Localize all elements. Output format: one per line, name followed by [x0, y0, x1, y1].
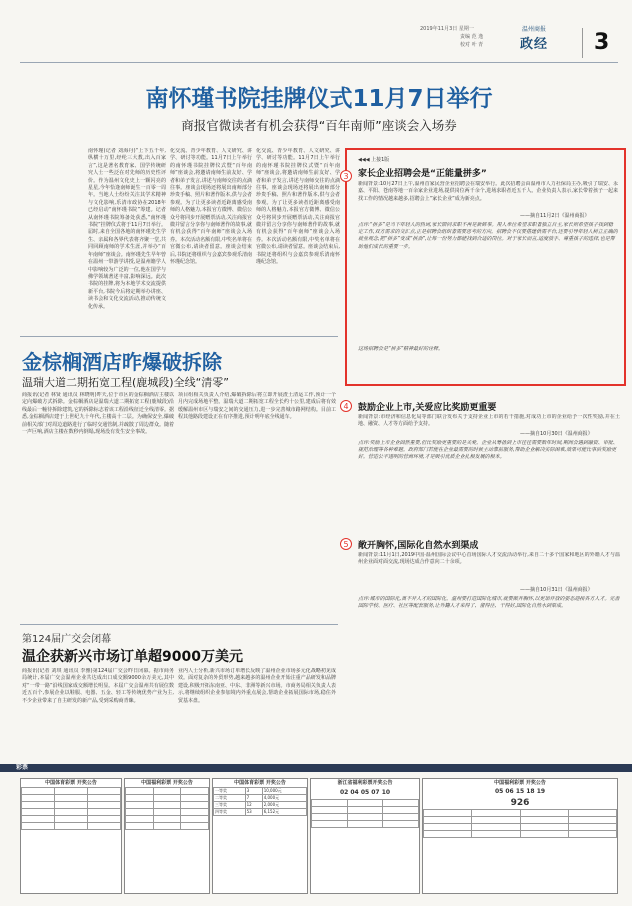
header-rule: [20, 62, 618, 63]
ad3-row: 三等奖 12 2,000元: [214, 802, 307, 809]
lottery-ad-2: [124, 778, 210, 894]
lead-body-right-2: 化交流、青少年教育、人文研究、讲学、研讨等功能。11月7日上午举行的南怀瑾书院挂牌仪式暨“百年南师”座谈会,将邀请南师生前友好、学者和弟子发言,讲述与南师交往的点滴往事。座谈会现场还将展出南师部分珍贵手稿、照片和著作版本,供与会者参观。为了让更多读者近距离感受南师的人格魅力,本报官方微博、微信公众号将同步开展赠票活动,关注商报官微并留言分享你与南师著作的故事,就有机会获得“百年南师”座谈会入场券。本次活动名额有限,中奖名单将在官微公布,请读者留意。座谈会结束后,书院还将组织与会嘉宾参观乐清南怀瑾纪念馆。: [256, 148, 340, 266]
lead-subheadline: 商报官微读者有机会获得“百年南师”座谈会入场券: [181, 118, 457, 133]
item5-quote: 点评:城市的国际化,离不开人才的国际化。温州要打造国际化城市,就要敞开胸怀,以更加开放的姿态迎接各方人才。完善国际学校、医疗、社区等配套服务,让外籍人才来得了、留得住、干得好,国际化自然水到渠成。: [358, 596, 620, 610]
item5-title: 敞开胸怀,国际化自然水到渠成: [358, 541, 479, 551]
ad5-table: [423, 809, 617, 838]
ad1-title: 中国体育彩票 开奖公告: [45, 780, 97, 786]
article3-headline: 温企获新兴市场订单超9000万美元: [22, 649, 243, 665]
item4-number: 4: [340, 400, 352, 412]
date-line: 2019年11月3日 星期一: [420, 26, 474, 32]
item4-title: 鼓励企业上市,关爱应比奖励更重要: [358, 403, 497, 413]
article3-rule: [20, 624, 338, 625]
item3-quote: 点评:“拼多”是当下年轻人的热词,家长陪同求职不再是新鲜事。用人单位希望求职者独立自主,家长则希望孩子找到稳定工作,双方需求的交汇点,正是招聘会组织者需要思考的方向。招聘会不仅要搭建供需平台,还要引导年轻人树立正确的就业观念,把“拼多”变成“拼劲”,让每一份努力都能找到合适的岗位。对于家长而言,适度放手、尊重孩子的选择,也是帮助他们成长的重要一步。: [358, 222, 618, 250]
ad3-table: [213, 787, 307, 816]
ad5-prize: 926: [510, 798, 530, 808]
header-divider: [582, 28, 583, 58]
brand-title: 政经: [520, 37, 549, 52]
article2-body-right: 项目组相关负责人介绍,爆破拆除后将立即开展渣土清运工作,预计一个月内完成场地平整。温瑞大道二期拓宽工程全长约十公里,建成后将有效缓解温州市区与瑞安之间的交通压力,进一步完善城市路网结构。目前工程其他路段建设正在有序推进,预计明年底全线通车。: [178, 392, 336, 421]
lottery-ad-5: [422, 778, 618, 894]
ad5-title: 中国福利彩票 开奖公告: [494, 780, 546, 786]
ad4-table: [311, 799, 419, 828]
ad4-title: 浙江省福利彩票开奖公告: [337, 780, 393, 786]
item5-number: 5: [340, 538, 352, 550]
article2-body-left: 商报讯(记者 林贤 通讯员 林晓明)昨天,位于市区的金棕榈酒店主楼以定向爆破方式拆除。金棕榈酒店是温瑞大道二期拓宽工程(鹿城段)沿线最后一幢待拆除建筑,它的拆除标志着该工程沿线征迁全线清零。据悉,金棕榈酒店建于上世纪九十年代,主楼高十二层。为确保安全,爆破前相关部门对周边道路进行了临时交通管制,并疏散了周边群众。随着一声巨响,酒店主楼在数秒内倒塌,现场没有发生安全事故。: [22, 392, 174, 436]
ad1-table: [21, 787, 121, 830]
ad3-row: 四等奖 53 6,152元: [214, 809, 307, 816]
ads-section-label: 彩票: [16, 764, 29, 771]
article2-subheadline: 温瑞大道二期拓宽工程(鹿城段)全线“清零”: [22, 376, 229, 389]
item3-title: 家长企业招聘会是“正能量拼多”: [358, 169, 487, 179]
editor-line: 责编 范 逸: [460, 34, 484, 40]
brand-small: 温州商报: [522, 26, 547, 33]
ad3-title: 中国体育彩票 开奖公告: [234, 780, 286, 786]
article3-body-left: 商报讯(记者 刘琪 通讯员 李雅)第124届广交会昨日闭幕。据市商务局统计,本届广交会温州企业共达成出口成交额9000余万美元,其中对“一带一路”沿线国家成交额增长明显。本届广交会温州共有展位数近五百个,参展企业以鞋服、电器、五金、轻工等传统优势产业为主,不少企业带来了自主研发的新产品,受到采购商青睐。: [22, 668, 174, 704]
article3-body-right: 业内人士分析,新兴市场订单增长反映了温州企业市场多元化战略初见成效。面对复杂的外贸形势,越来越多的温州企业开始注重产品研发和品牌建设,积极开拓东南亚、中东、非洲等新兴市场。市商务局相关负责人表示,将继续组织企业参加境内外重点展会,帮助企业拓展国际市场,稳住外贸基本盘。: [178, 668, 336, 704]
item3-note: 这场招聘会是“拼多”精神最好的诠释。: [358, 346, 444, 352]
lottery-ad-1: [20, 778, 122, 894]
item3-body: 新闻背景:10月27日上午,温州首家民营企业招聘会在瑞安举行。此次招聘会由温州市人力社保局主办,吸引了瑞安、永嘉、平阳、苍南等地一百余家企业进场,提供岗位两千余个,进场求职者近五千人。企业负责人表示,家长带着孩子一起来找工作的情况越来越多,招聘会上“家长企业”成为新亮点。: [358, 181, 618, 202]
ad5-numbers: 05 06 15 18 19: [494, 788, 546, 795]
lottery-ad-3: [212, 778, 308, 894]
lead-body-right: 化交流、青少年教育、人文研究、讲学、研讨等功能。11月7日上午举行的南怀瑾书院挂牌仪式暨“百年南师”座谈会,将邀请南师生前友好、学者和弟子发言,讲述与南师交往的点滴往事。座谈会现场还将展出南师部分珍贵手稿、照片和著作版本,供与会者参观。为了让更多读者近距离感受南师的人格魅力,本报官方微博、微信公众号将同步开展赠票活动,关注商报官微并留言分享你与南师著作的故事,就有机会获得“百年南师”座谈会入场券。本次活动名额有限,中奖名单将在官微公布,请读者留意。座谈会结束后,书院还将组织与会嘉宾参观乐清南怀瑾纪念馆。: [170, 148, 252, 266]
item4-quote: 点评:奖励上市企业固然重要,但比奖励更重要的是关爱。企业从筹备到上市往往需要数年时间,期间会遇到融资、审批、规范治理等各种难题。政府部门若能在企业最需要的时候主动靠前服务,帮助企业解决实际困难,效果可能比事后奖励更好。营造公平透明的营商环境,才是吸引优质企业扎根发展的根本。: [358, 440, 618, 461]
ad2-table: [125, 787, 209, 830]
item5-body: 新闻背景:11月1日,2019中国·温州国际会议中心首场国际人才交流活动举行,来自二十多个国家和地区的外籍人才与温州企业面对面交流,现场达成合作意向二十余项。: [358, 552, 620, 566]
ad3-row: 二等奖 7 4,000元: [214, 795, 307, 802]
lottery-ad-4: [310, 778, 420, 894]
item5-source: ——摘自10月31日《温州商报》: [520, 587, 593, 593]
ad2-title: 中国福利彩票 开奖公告: [141, 780, 193, 786]
item4-source: ——摘自10月30日《温州商报》: [520, 431, 593, 437]
lead-body-left: 南怀瑾(记者 刘海丹)“上下五千年,纵横十万里,经纶三大教,出入百家言”,这是著名教育家、国学传统研究人士一些泛在对先师的历史性评价。作为温州文化史上一颗闪亮的星星,今年恰逢南师诞生一百零一周年。当地人士纷纷关注其学术精神与文化影响,乐清市政协在2018年已经启动“南怀瑾书院”筹建。记者从南怀瑾书院筹备处获悉,“南怀瑾书院”挂牌仪式将于11月7日举行。届时,来自全国各地的南怀瑾先生学生、亲属和各界代表将齐聚一堂,共同回顾南师的学术生涯,并举办“百年南师”座谈会。南怀瑾先生早年曾在温州一带游学讲授,是温州籍学人中影响较为广泛的一位,他在国学与佛学领域著述丰富,影响深远。此次书院的挂牌,将为本地学术交流提供新平台,书院今后将定期举办讲座、读书会和文化交流活动,推动传统文化传承。: [88, 148, 166, 310]
sidebar-kicker: ◀◀◀ 上接1版: [358, 157, 390, 163]
ad4-numbers: 02 04 05 07 10: [339, 789, 391, 796]
ad3-row: 一等奖 3 10,000元: [214, 788, 307, 795]
item3-number: 3: [340, 170, 352, 182]
item4-body: 新闻背景:市经济和信息化局等部门联合发布关于支持企业上市的若干措施,对成功上市的企业给予一次性奖励,并在土地、融资、人才等方面给予支持。: [358, 414, 620, 428]
article2-headline: 金棕榈酒店昨爆破拆除: [22, 350, 222, 374]
item3-source: ——摘自11月2日《温州商报》: [520, 213, 590, 219]
lead-headline: 南怀瑾书院挂牌仪式11月7日举行: [145, 86, 493, 112]
article2-rule: [20, 336, 338, 337]
page-number: 3: [594, 30, 610, 55]
proof-line: 校对 叶 青: [460, 42, 484, 48]
article3-kicker: 第124届广交会闭幕: [22, 634, 112, 645]
ads-section-bar: [0, 764, 632, 772]
